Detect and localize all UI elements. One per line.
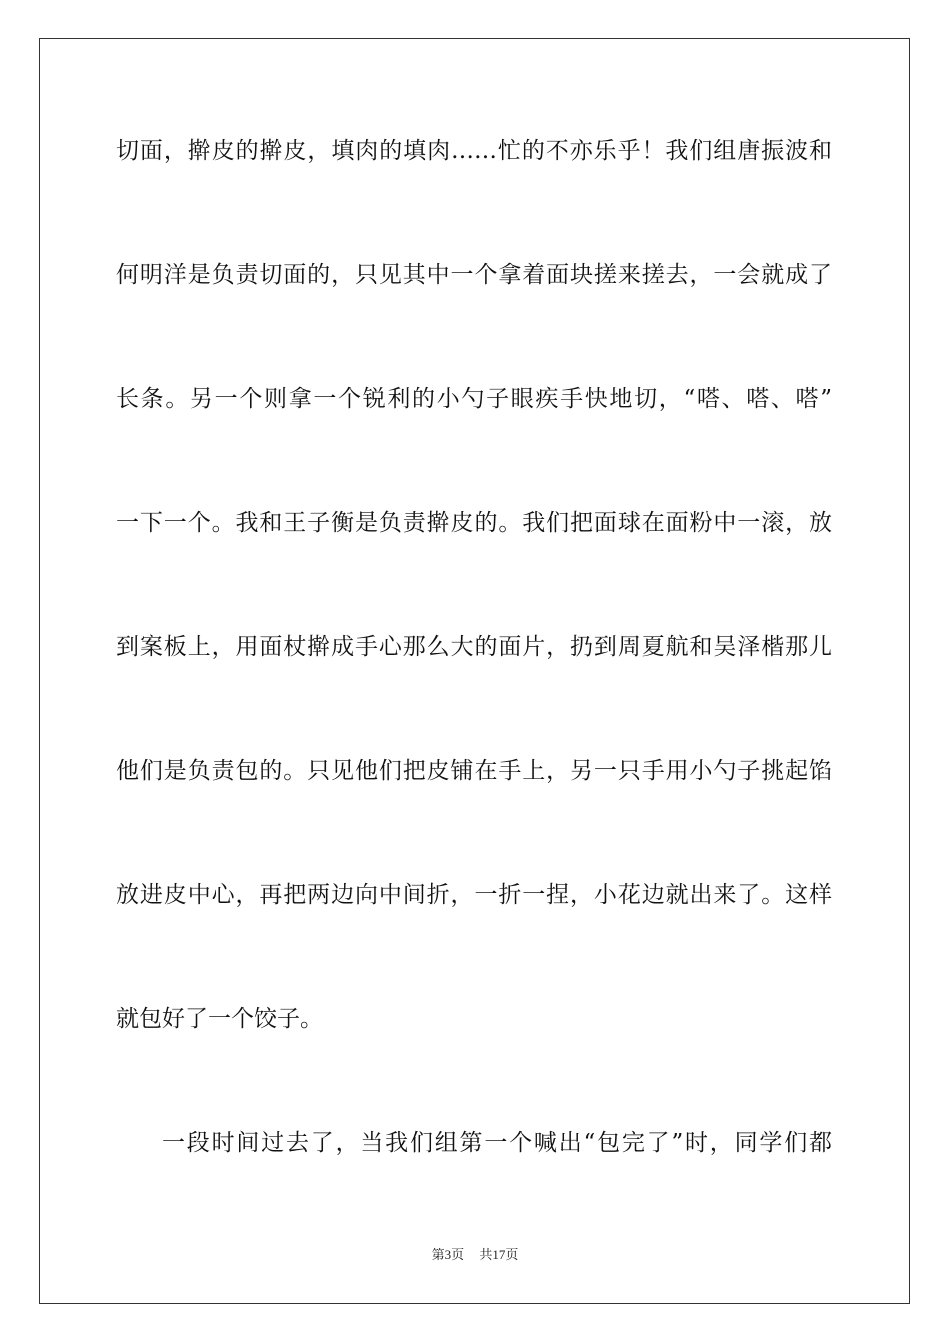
text-line-indented: 一段时间过去了，当我们组第一个喊出“包完了”时，同学们都 <box>162 1130 832 1156</box>
text-line: 放进皮中心，再把两边向中间折，一折一捏，小花边就出来了。这样 <box>116 882 832 908</box>
text-line: 长条。另一个则拿一个锐利的小勺子眼疾手快地切，“嗒、嗒、嗒” <box>116 386 832 412</box>
page-footer <box>0 1244 950 1263</box>
page-number: 第3页 <box>431 1247 465 1262</box>
text-line: 到案板上，用面杖擀成手心那么大的面片，扔到周夏航和吴泽楷那儿 <box>116 634 832 660</box>
text-line: 一下一个。我和王子衡是负责擀皮的。我们把面球在面粉中一滚，放 <box>116 510 832 536</box>
body-text <box>116 126 832 1242</box>
text-line: 何明洋是负责切面的，只见其中一个拿着面块搓来搓去，一会就成了 <box>116 262 832 288</box>
text-line: 就包好了一个饺子。 <box>116 1006 323 1032</box>
text-line: 他们是负责包的。只见他们把皮铺在手上，另一只手用小勺子挑起馅 <box>116 758 832 784</box>
page-total: 共17页 <box>479 1247 519 1262</box>
text-line: 切面，擀皮的擀皮，填肉的填肉……忙的不亦乐乎！我们组唐振波和 <box>116 138 832 164</box>
